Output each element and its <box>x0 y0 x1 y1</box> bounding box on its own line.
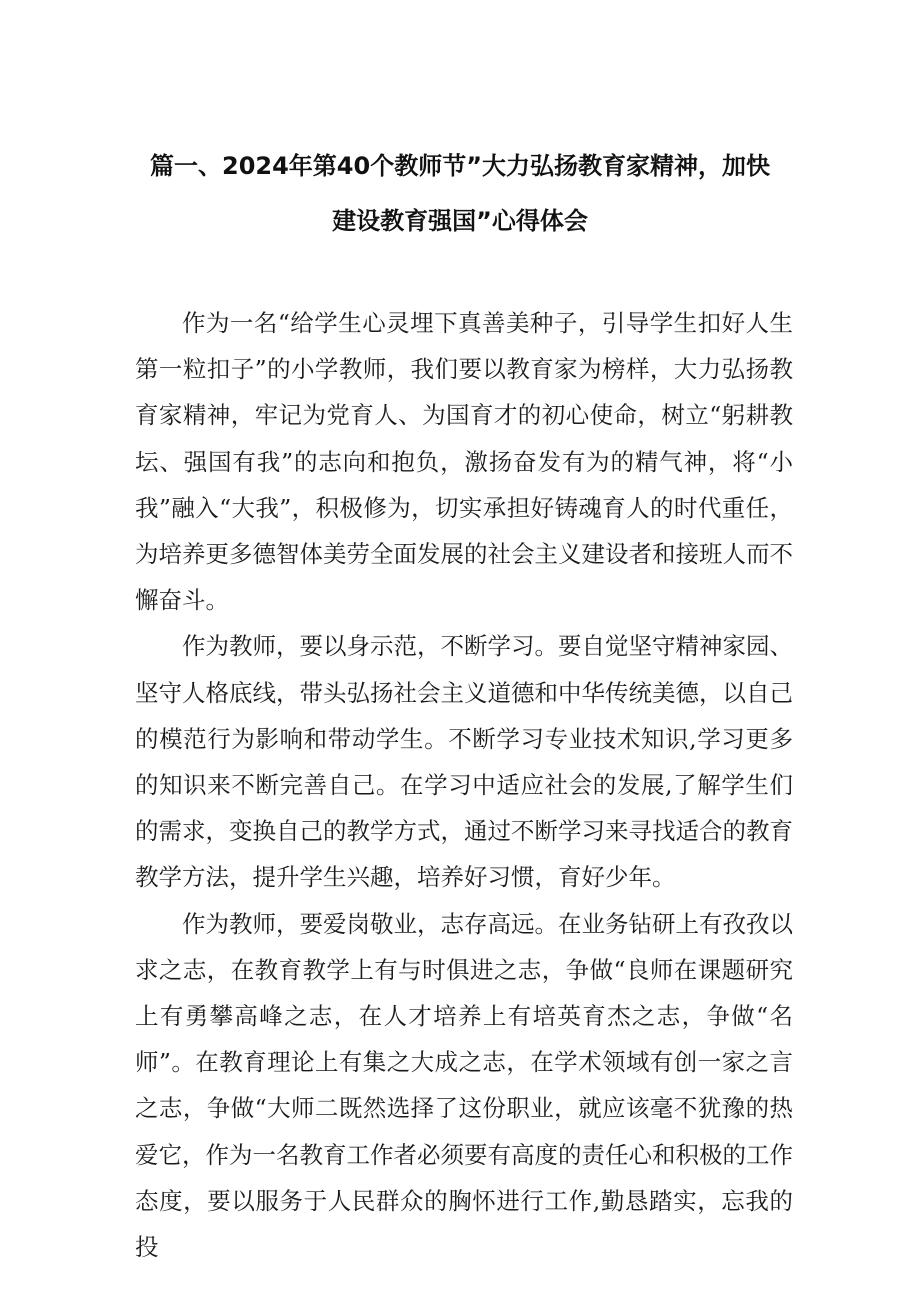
paragraph: 作为教师，要爱岗敬业，志存高远。在业务钻研上有孜孜以求之志，在教育教学上有与时俱进之志，争做“良师在课题研究上有勇攀高峰之志，在人才培养上有培英育杰之志，争做“名师”。在教育理论上有集之大成之志，在学术领域有创一家之言之志，争做“大师二既然选择了这份职业，就应该毫不犹豫的热爱它，作为一名教育工作者必须要有高度的责任心和积极的工作态度，要以服务于人民群众的胸怀进行工作,勤恳踏实，忘我的投 <box>135 909 793 1262</box>
document-title-line-1: 篇一、2024年第40个教师节”大力弘扬教育家精神，加快 <box>150 152 770 180</box>
document-body <box>135 300 793 1270</box>
paragraph: 作为一名“给学生心灵埋下真善美种子，引导学生扣好人生第一粒扣子”的小学教师，我们要以教育家为榜样，大力弘扬教育家精神，牢记为党育人、为国育才的初心使命，树立“躬耕教坛、强国有我”的志向和抱负，激扬奋发有为的精气神，将“小我”融入“大我”，积极修为，切实承担好铸魂育人的时代重任，为培养更多德智体美劳全面发展的社会主义建设者和接班人而不懈奋斗。 <box>135 309 793 615</box>
paragraph: 作为教师，要以身示范，不断学习。要自觉坚守精神家园、坚守人格底线，带头弘扬社会主义道德和中华传统美德，以自己的模范行为影响和带动学生。不断学习专业技术知识,学习更多的知识来不断完善自己。在学习中适应社会的发展,了解学生们的需求，变换自己的教学方式，通过不断学习来寻找适合的教育教学方法，提升学生兴趣，培养好习惯，育好少年。 <box>135 632 793 892</box>
document-title-line-2: 建设教育强国”心得体会 <box>332 207 588 235</box>
